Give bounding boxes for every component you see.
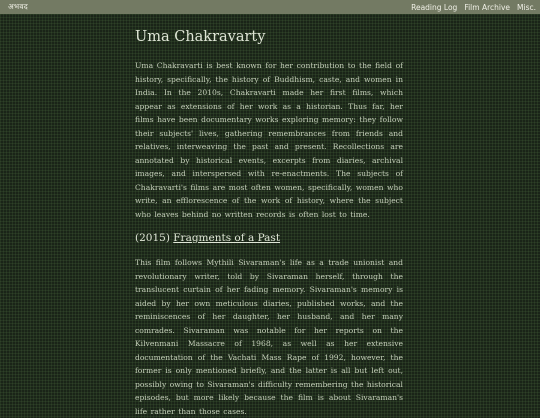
nav-misc[interactable]: Misc. xyxy=(517,2,536,12)
film-year: (2015) xyxy=(135,232,170,244)
top-nav-bar xyxy=(0,0,540,14)
nav-links xyxy=(411,3,536,12)
page-title: Uma Chakravarty xyxy=(135,29,266,45)
article xyxy=(135,28,403,418)
site-brand[interactable]: अभवद xyxy=(8,2,28,11)
film-title-link[interactable]: Fragments of a Past xyxy=(173,232,281,244)
film-heading xyxy=(135,231,403,245)
intro-paragraph: Uma Chakravarti is best known for her contribution to the field of history, specifically, the history of Buddhism, caste, and women in India. In the 2010s, Chakravarti made her first films, which appear as extensions of her work as a historian. Thus far, her films have been documentary works exploring memory: they follow their subjects' lives, gathering remembrances from friends and relatives, interweaving the past and present. Recollections are annotated by historical events, excerpts from diaries, archival images, and interspersed with re-enactments. The subjects of Chakravarti's films are most often women, specifically, women who write, an efflorescence of the work of history, where the subject who leaves behind no written records is often lost to time. xyxy=(135,61,403,219)
nav-film-archive[interactable]: Film Archive xyxy=(464,2,511,12)
nav-reading-log[interactable]: Reading Log xyxy=(411,2,458,12)
film-description: This film follows Mythili Sivaraman's life as a trade unionist and revolutionary writer, told by Sivaraman herself, through the translucent curtain of her fading memory. Sivaraman's memory is aided by her own meticulous diaries, published works, and the reminiscences of her daughter, her husband, and her many comrades. Sivaraman was notable for her reports on the Kilvenmani Massacre of 1968, as well as her extensive documentation of the Vachati Mass Rape of 1992, however, the former is only mentioned briefly, and the latter is all but left out, possibly owing to Sivaraman's difficulty remembering the historical episodes, but more likely because the film is about Sivaraman's life rather than those cases. xyxy=(135,258,403,416)
